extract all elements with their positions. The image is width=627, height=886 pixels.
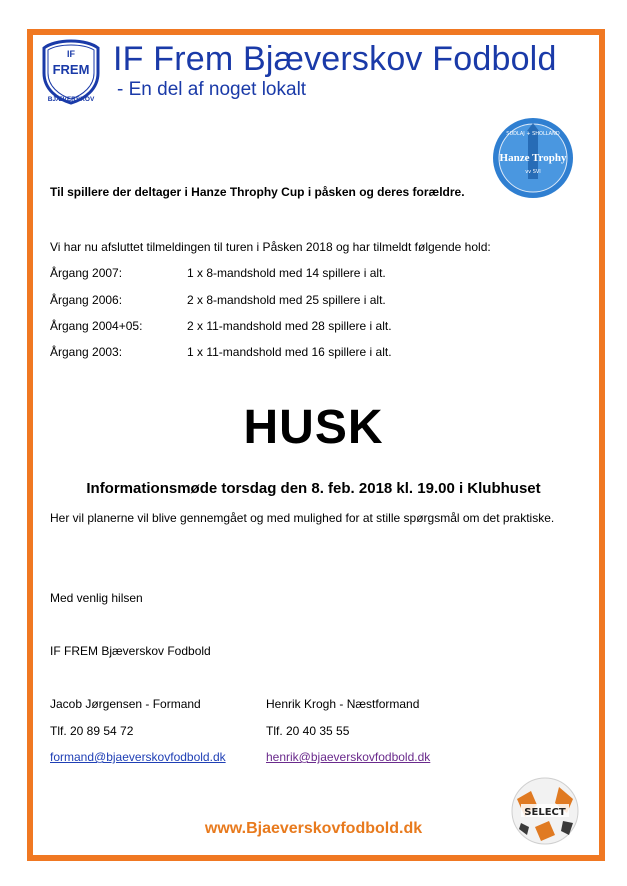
club-logo (41, 39, 101, 105)
footer-website[interactable]: www.Bjaeverskovfodbold.dk (204, 820, 423, 837)
logo-text-if: IF (67, 49, 75, 59)
intro-heading: Til spillere der deltager i Hanze Throphy Cup i påsken og deres forældre. (50, 185, 465, 199)
husk-headline: HUSK (243, 401, 384, 454)
intro-lead: Vi har nu afsluttet tilmeldingen til turen i Påsken 2018 og har tilmeldt følgende hold: (50, 240, 491, 254)
meeting-info: Informationsmøde torsdag den 8. feb. 2018 kl. 19.00 i Klubhuset (86, 480, 541, 497)
team-desc: 1 x 11-mandshold med 16 spillere i alt. (187, 345, 392, 359)
ball-brand-text: SELECT (524, 807, 566, 818)
team-year: Årgang 2004+05: (50, 319, 143, 333)
team-desc: 2 x 8-mandshold med 25 spillere i alt. (187, 293, 386, 307)
greeting: Med venlig hilsen (50, 591, 143, 605)
henrik-email-link[interactable]: henrik@bjaeverskovfodbold.dk (266, 750, 431, 764)
contact-phone: Tlf. 20 40 35 55 (266, 724, 350, 738)
hanze-trophy-logo (492, 117, 574, 199)
logo-text-town: BJÆVERSKOV (47, 96, 95, 103)
formand-email-link[interactable]: formand@bjaeverskovfodbold.dk (50, 750, 226, 764)
page-title: IF Frem Bjæverskov Fodbold (113, 40, 557, 78)
logo-text-frem: FREM (52, 62, 90, 77)
contact-phone: Tlf. 20 89 54 72 (50, 724, 134, 738)
team-desc: 1 x 8-mandshold med 14 spillere i alt. (187, 266, 386, 280)
team-year: Årgang 2006: (50, 293, 123, 307)
team-year: Årgang 2007: (50, 266, 123, 280)
contact-name: Jacob Jørgensen - Formand (50, 697, 201, 711)
trophy-bottom-text: vv SVI (525, 169, 541, 175)
meeting-details: Her vil planerne vil blive gennemgået og med mulighed for at stille spørgsmål om det praktiske. (50, 511, 555, 525)
trophy-top-text: SUDLAJ + SHOLLAND (506, 131, 560, 137)
page-subtitle: - En del af noget lokalt (117, 79, 307, 100)
team-year: Årgang 2003: (50, 345, 123, 359)
team-desc: 2 x 11-mandshold med 28 spillere i alt. (187, 319, 392, 333)
club-signature: IF FREM Bjæverskov Fodbold (50, 644, 211, 658)
trophy-name: Hanze Trophy (499, 152, 567, 164)
contact-name: Henrik Krogh - Næstformand (266, 697, 420, 711)
